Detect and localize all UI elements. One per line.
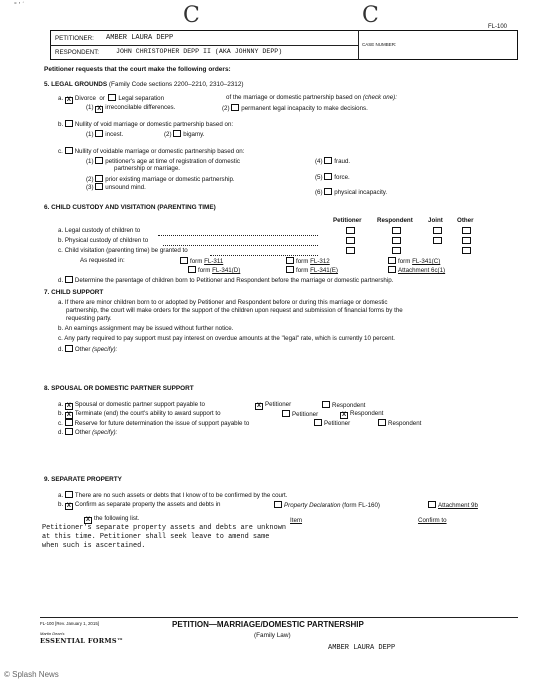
signature-name: AMBER LAURA DEPP [328, 644, 396, 652]
section-5c1-cont: partnership or marriage. [114, 165, 181, 172]
following-list-checkbox[interactable] [84, 517, 92, 524]
typed-line-3: when such is ascertained. [42, 542, 146, 550]
form-title: PETITION—MARRIAGE/DOMESTIC PARTNERSHIP [172, 620, 364, 629]
section-5c3: (3) unsound mind. [86, 184, 146, 191]
section-8a-petitioner: X Petitioner [255, 401, 291, 410]
section-5a-tail: of the marriage or domestic partnership based on (check one): [226, 94, 397, 101]
form-fl341e: form FL-341(E) [286, 266, 338, 275]
form-code: FL-100 [488, 24, 508, 30]
confirm-to-column-header: Confirm to [418, 517, 447, 524]
scribble-mark: ° ′ ʿ [14, 2, 25, 9]
section-6d: d. Determine the parentage of children born to Petitioner and Respondent before the marriage or domestic partnership. [58, 277, 394, 284]
section-7a-line3: requesting party. [66, 315, 112, 322]
section-8c-petitioner: Petitioner [314, 419, 350, 428]
form-subtitle: (Family Law) [254, 632, 291, 639]
petitioner-name: AMBER LAURA DEPP [106, 34, 174, 42]
custody-dots [158, 235, 318, 236]
section-5b1: (1) incest. [86, 131, 124, 138]
section-7-heading: 7. CHILD SUPPORT [44, 289, 104, 296]
section-8c: c. Reserve for future determination the issue of support payable to [58, 420, 250, 427]
case-number-label: CASE NUMBER: [362, 42, 397, 47]
physical-custody-respondent-checkbox[interactable] [392, 237, 401, 244]
caption-divider [358, 30, 359, 60]
legal-custody-other-checkbox[interactable] [462, 227, 471, 234]
section-7a: a. If there are minor children born to or adopted by Petitioner and Respondent before or during this marriage or domestic [58, 299, 388, 306]
no-assets-checkbox[interactable] [65, 491, 73, 498]
section-5c6: (6) physical incapacity. [315, 189, 388, 196]
void-nullity-checkbox[interactable] [65, 120, 73, 127]
terminate-petitioner-checkbox[interactable] [282, 410, 290, 417]
voidable-nullity-checkbox[interactable] [65, 147, 73, 154]
col-joint: Joint [428, 217, 443, 224]
section-5c1: (1) petitioner's age at time of registration of domestic [86, 158, 240, 165]
section-8a-respondent: Respondent [322, 401, 365, 410]
terminate-respondent-checkbox[interactable] [340, 412, 348, 419]
section-7c: c. Any party required to pay support must pay interest on overdue amounts at the "legal" rate, which is currently 10 percent. [58, 335, 396, 342]
col-other: Other [457, 217, 474, 224]
property-declaration: Property Declaration (form FL-160) [274, 501, 380, 510]
section-8b-petitioner: Petitioner [282, 410, 318, 419]
reserve-support-checkbox[interactable] [65, 419, 73, 426]
physical-custody-petitioner-checkbox[interactable] [346, 237, 355, 244]
photo-credit: © Splash News [4, 670, 59, 679]
visitation-dots [210, 255, 318, 256]
typed-line-2: at this time. Petitioner shall seek leave to amend same [42, 533, 270, 541]
section-6c: c. Child visitation (parenting time) be granted to [58, 247, 188, 254]
spousal-other-checkbox[interactable] [65, 428, 73, 435]
section-5c2: (2) prior existing marriage or domestic partnership. [86, 176, 235, 183]
section-5c5: (5) force. [315, 174, 350, 181]
divorce-checkbox[interactable] [65, 97, 73, 104]
parentage-checkbox[interactable] [65, 276, 73, 283]
support-to-petitioner-checkbox[interactable] [255, 403, 263, 410]
form-fl341c: form FL-341(C) [388, 257, 440, 266]
terminate-support-checkbox[interactable] [65, 412, 73, 419]
form-fl341d: form FL-341(D) [188, 266, 240, 275]
age-checkbox[interactable] [95, 157, 103, 164]
legal-custody-petitioner-checkbox[interactable] [346, 227, 355, 234]
visitation-petitioner-checkbox[interactable] [346, 247, 355, 254]
physical-incapacity-checkbox[interactable] [324, 188, 332, 195]
typed-line-1: Petitioner's separate property assets and debts are unknown [42, 524, 286, 532]
petitioner-label: PETITIONER: [55, 35, 94, 42]
form-fl311: form FL-311 [180, 257, 223, 266]
incest-checkbox[interactable] [95, 130, 103, 137]
section-9a: a. There are no such assets or debts that I know of to be confirmed by the court. [58, 492, 288, 499]
irreconcilable-checkbox[interactable] [95, 106, 103, 113]
physical-dots [163, 245, 318, 246]
visitation-respondent-checkbox[interactable] [392, 247, 401, 254]
section-8a: a. X Spousal or domestic partner support payable to [58, 401, 205, 410]
support-to-respondent-checkbox[interactable] [322, 401, 330, 408]
punch-hole-mark: C [362, 3, 379, 28]
reserve-petitioner-checkbox[interactable] [314, 419, 322, 426]
property-declaration-checkbox[interactable] [274, 501, 282, 508]
fraud-checkbox[interactable] [324, 157, 332, 164]
confirm-separate-checkbox[interactable] [65, 503, 73, 510]
col-petitioner: Petitioner [333, 217, 362, 224]
fl312-checkbox[interactable] [286, 257, 294, 264]
publisher-small: Martin Dean's [40, 631, 65, 636]
section-7a-line2: partnership, the court will make orders for the support of the children upon request and submission of financial forms by the [66, 307, 403, 314]
section-6-heading: 6. CHILD CUSTODY AND VISITATION (PARENTING TIME) [44, 204, 216, 211]
section-7b: b. An earnings assignment may be issued without further notice. [58, 325, 234, 332]
intro-text: Petitioner requests that the court make the following orders: [44, 66, 231, 73]
fl341c-checkbox[interactable] [388, 257, 396, 264]
visitation-other-checkbox[interactable] [462, 247, 471, 254]
incapacity-checkbox[interactable] [231, 104, 239, 111]
physical-custody-joint-checkbox[interactable] [433, 237, 442, 244]
section-5c: c. Nullity of voidable marriage or domestic partnership based on: [58, 148, 245, 155]
physical-custody-other-checkbox[interactable] [462, 237, 471, 244]
attachment-9b: Attachment 9b [428, 501, 478, 510]
section-5b: b. Nullity of void marriage or domestic partnership based on: [58, 121, 234, 128]
attachment-9b-checkbox[interactable] [428, 501, 436, 508]
legal-separation-checkbox[interactable] [108, 94, 116, 101]
section-8-heading: 8. SPOUSAL OR DOMESTIC PARTNER SUPPORT [44, 385, 194, 392]
punch-hole-mark: C [183, 3, 200, 28]
unsound-mind-checkbox[interactable] [95, 183, 103, 190]
section-5a: a. X Divorce or Legal separation [58, 94, 164, 104]
section-7d: d. Other (specify): [58, 346, 118, 353]
respondent-label: RESPONDENT: [55, 49, 100, 56]
publisher-logo: ESSENTIAL FORMS™ [40, 637, 124, 645]
fl341d-checkbox[interactable] [188, 266, 196, 273]
revision-note: FL-100 [Rev. January 1, 2015] [40, 621, 99, 626]
spousal-support-checkbox[interactable] [65, 403, 73, 410]
section-8c-respondent: Respondent [378, 419, 421, 428]
footer-rule [40, 617, 518, 618]
as-requested-label: As requested in: [80, 257, 125, 264]
legal-custody-respondent-checkbox[interactable] [392, 227, 401, 234]
section-6a: a. Legal custody of children to [58, 227, 141, 234]
fl311-checkbox[interactable] [180, 257, 188, 264]
section-8b: b. X Terminate (end) the court's ability to award support to [58, 410, 221, 419]
attachment-6c1-checkbox[interactable] [388, 266, 396, 273]
section-8d: d. Other (specify): [58, 429, 118, 436]
section-5a1: (1) X irreconcilable differences. [86, 104, 175, 113]
bigamy-checkbox[interactable] [173, 130, 181, 137]
col-respondent: Respondent [377, 217, 413, 224]
section-5c4: (4) fraud. [315, 158, 351, 165]
force-checkbox[interactable] [324, 173, 332, 180]
section-9b: b. X Confirm as separate property the assets and debts in [58, 501, 220, 510]
section-5-heading: 5. LEGAL GROUNDS (Family Code sections 2200–2210, 2310–2312) [44, 81, 244, 88]
section-8b-respondent: X Respondent [340, 410, 383, 419]
section-5b2: (2) bigamy. [164, 131, 205, 138]
form-fl312: form FL-312 [286, 257, 330, 266]
section-5a2: (2) permanent legal incapacity to make decisions. [222, 105, 368, 112]
prior-marriage-checkbox[interactable] [95, 175, 103, 182]
item-column-header: Item [290, 517, 303, 524]
respondent-name: JOHN CHRISTOPHER DEPP II (AKA JOHNNY DEPP) [116, 48, 283, 55]
child-support-other-checkbox[interactable] [65, 345, 73, 352]
fl341e-checkbox[interactable] [286, 266, 294, 273]
caption-row-divider [50, 45, 358, 46]
reserve-respondent-checkbox[interactable] [378, 419, 386, 426]
legal-custody-joint-checkbox[interactable] [433, 227, 442, 234]
section-6b: b. Physical custody of children to [58, 237, 149, 244]
section-9-heading: 9. SEPARATE PROPERTY [44, 476, 122, 483]
attachment-6c1: Attachment 6c(1) [388, 266, 445, 275]
following-list: Xthe following list. [84, 515, 139, 524]
